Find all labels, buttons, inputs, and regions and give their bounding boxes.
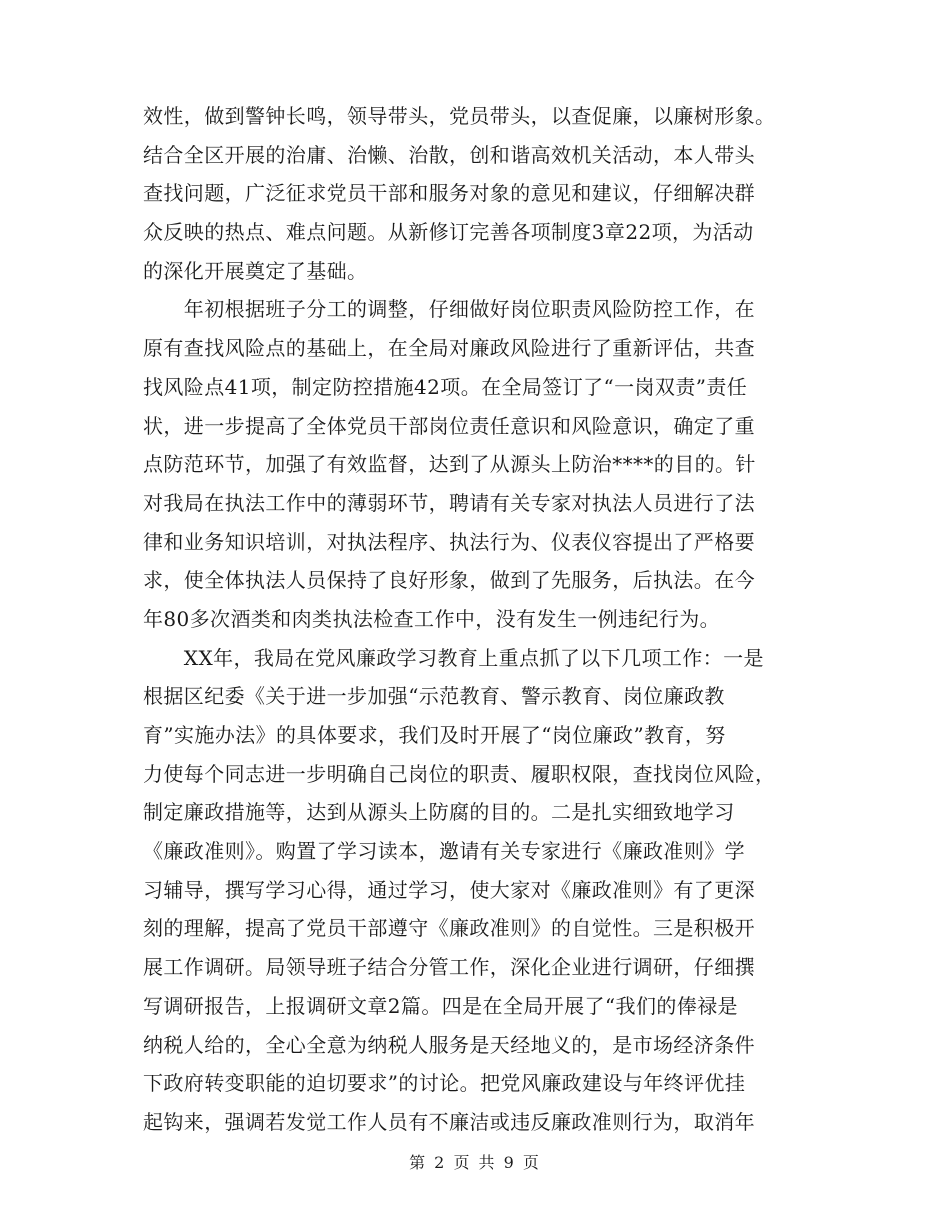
- text-line: 《廉政准则》。购置了学习读本，邀请有关专家进行《廉政准则》学: [143, 839, 745, 864]
- text-line: 状，进一步提高了全体党员干部岗位责任意识和风险意识，确定了重: [143, 413, 755, 438]
- text-line: 年初根据班子分工的调整，仔细做好岗位职责风险防控工作，在: [143, 297, 755, 322]
- page-number-footer: 第 2 页 共 9 页: [409, 1153, 541, 1172]
- body-text: [143, 97, 811, 1142]
- text-line: 查找问题，广泛征求党员干部和服务对象的意见和建议，仔细解决群: [143, 181, 755, 206]
- text-line: 原有查找风险点的基础上，在全局对廉政风险进行了重新评估，共查: [143, 336, 755, 361]
- text-line: 起钩来，强调若发觉工作人员有不廉洁或违反廉政准则行为，取消年: [143, 1109, 755, 1134]
- text-line: 制定廉政措施等，达到从源头上防腐的目的。二是扎实细致地学习: [143, 800, 735, 825]
- text-line: 根据区纪委《关于进一步加强“示范教育、警示教育、岗位廉政教: [143, 684, 725, 709]
- text-line: 对我局在执法工作中的薄弱环节，聘请有关专家对执法人员进行了法: [143, 490, 755, 515]
- text-line: 纳税人给的，全心全意为纳税人服务是天经地义的，是市场经济条件: [143, 1032, 755, 1057]
- text-line: 求，使全体执法人员保持了良好形象，做到了先服务，后执法。在今: [143, 568, 755, 593]
- text-line: 年80多次酒类和肉类执法检查工作中，没有发生一例违纪行为。: [143, 606, 721, 631]
- text-line: 下政府转变职能的迫切要求”的讨论。把党风廉政建设与年终评优挂: [143, 1071, 746, 1096]
- text-line: 刻的理解，提高了党员干部遵守《廉政准则》的自觉性。三是积极开: [143, 916, 755, 941]
- text-line: 习辅导，撰写学习心得，通过学习，使大家对《廉政准则》有了更深: [143, 877, 755, 902]
- text-line: 找风险点41项，制定防控措施42项。在全局签订了“一岗双责”责任: [143, 374, 748, 399]
- text-line: 结合全区开展的治庸、治懒、治散，创和谐高效机关活动，本人带头: [143, 142, 755, 167]
- text-line: 展工作调研。局领导班子结合分管工作，深化企业进行调研，仔细撰: [143, 955, 755, 980]
- text-line: 点防范环节，加强了有效监督，达到了从源头上防治****的目的。针: [143, 452, 756, 477]
- text-line: 育”实施办法》的具体要求，我们及时开展了“岗位廉政”教育，努: [143, 723, 726, 747]
- text-line: XX年，我局在党风廉政学习教育上重点抓了以下几项工作：一是: [143, 645, 764, 670]
- text-line: 的深化开展奠定了基础。: [143, 258, 368, 283]
- text-line: 众反映的热点、难点问题。从新修订完善各项制度3章22项，为活动: [143, 220, 754, 245]
- text-line: 律和业务知识培训，对执法程序、执法行为、仪表仪容提出了严格要: [143, 529, 755, 554]
- text-line: 力使每个同志进一步明确自己岗位的职责、履职权限，查找岗位风险，: [143, 761, 776, 786]
- text-line: 写调研报告，上报调研文章2篇。四是在全局开展了“我们的俸禄是: [143, 993, 738, 1018]
- text-line: 效性，做到警钟长鸣，领导带头，党员带头，以查促廉，以廉树形象。: [143, 104, 776, 128]
